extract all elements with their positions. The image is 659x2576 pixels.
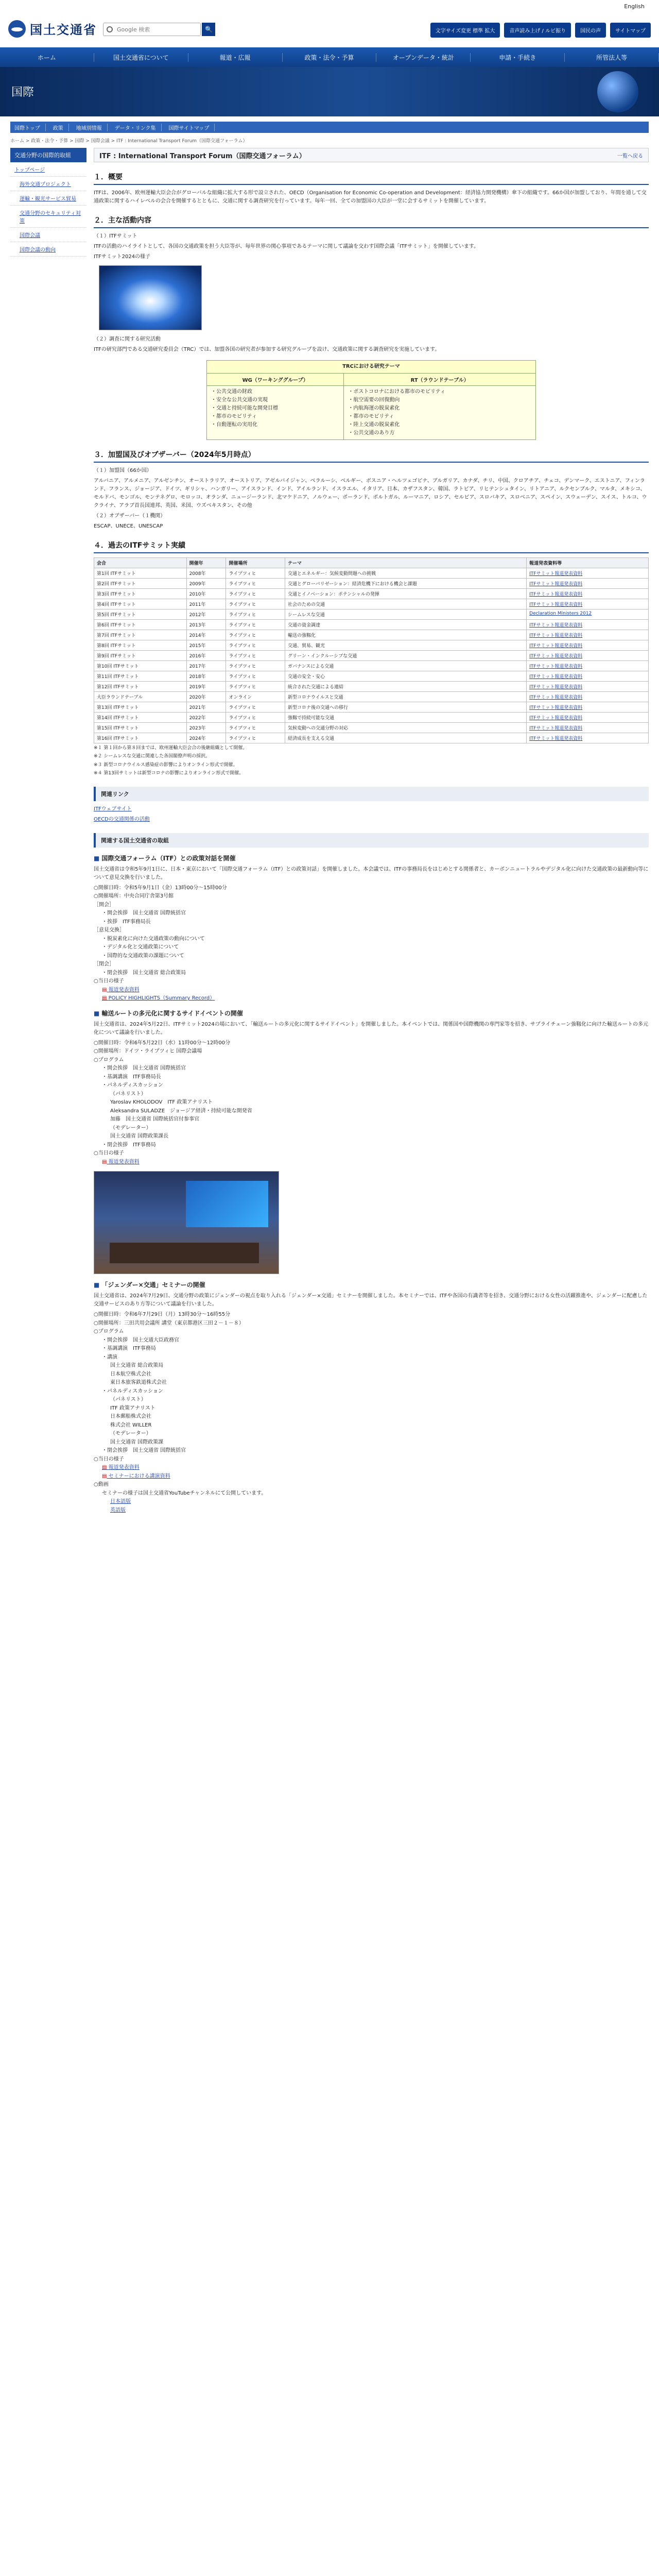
side-event-photo [94,1171,279,1274]
sidebar-item[interactable]: 交通分野のセキュリティ対策 [10,206,86,228]
program-line: 加藤 国土交通省 国際統括官付参事官 [110,1116,200,1123]
summit-doc-link[interactable]: Declaration Ministers 2012 [527,609,649,620]
wg-header: WG（ワーキンググループ） [207,374,344,386]
table-cell: 輸送の強靱化 [285,630,527,640]
hero-banner [0,67,659,116]
table-cell: 交通とイノベーション：ポテンシャルの発揮 [285,589,527,599]
program-line: ○プログラム [94,1057,124,1063]
table-cell: ライプツィヒ [226,630,285,640]
table-cell: ライプツィヒ [226,640,285,651]
table-cell: オンライン [226,692,285,702]
video-link-en[interactable]: 英語版 [110,1507,126,1513]
public-voice-button[interactable]: 国民の声 [575,23,606,38]
news-details [94,1039,649,1166]
table-cell: 第11回 ITFサミット [94,671,187,682]
program-line: （パネリスト） [110,1397,146,1403]
table-cell: 第8回 ITFサミット [94,640,187,651]
table-cell: ライプツィヒ [226,702,285,713]
news-details [94,884,649,1003]
program-line: 株式会社 WILLER [110,1422,152,1428]
table-cell: ライプツィヒ [226,661,285,671]
table-cell: 2010年 [186,589,226,599]
summit-doc-link[interactable]: ITFサミット報道発表資料 [527,661,649,671]
table-cell: 交通とグローバリゼーション：経済危機下における機会と課題 [285,579,527,589]
sidebar [10,148,86,1515]
program-line: ・開会挨拶 国土交通省 国際統括官 [102,910,186,917]
table-cell: 2023年 [186,723,226,733]
table-cell: ライプツィヒ [226,671,285,682]
photo-caption: ITFサミット2024の様子 [94,254,151,260]
table-cell: 大臣ラウンドテーブル [94,692,187,702]
video-text: セミナーの様子は国土交通省YouTubeチャンネルにて公開しています。 [102,1490,267,1496]
note: ※１ 第１回から第８回までは、欧州運輸大臣会合の後継組織として開催。 [94,745,248,751]
table-cell: 第13回 ITFサミット [94,702,187,713]
program-line: ［意見交換］ [94,927,125,934]
subnav-item[interactable]: データ・リンク集 [115,124,162,131]
col-header: 開催年 [186,558,226,568]
news-date: ○開催日時：令和6年7月29日（月）13時30分～16時55分 [94,1312,231,1318]
sidebar-item[interactable]: トップページ [10,162,86,177]
subnav-item[interactable]: 国際サイトマップ [169,124,215,131]
summit-doc-link[interactable]: ITFサミット報道発表資料 [527,682,649,692]
lecture-material-link[interactable]: ▤ セミナーにおける講演資料 [102,1473,170,1479]
program-line: ・国際的な交通政策の課題について [102,953,184,959]
table-cell: 交通の安全・安心 [285,671,527,682]
table-cell: ライプツィヒ [226,609,285,620]
col-header: テーマ [285,558,527,568]
table-cell: 新型コロナウイルスと交通 [285,692,527,702]
program-line: ・閉会挨拶 国土交通省 総合政策局 [102,970,186,976]
news-title: ■ 「ジェンダー×交通」セミナーの開催 [94,1280,649,1289]
press-release-link[interactable]: ▤ 報道発表資料 [102,1159,140,1165]
site-logo[interactable] [8,20,97,38]
table-row [94,702,649,713]
sidebar-item[interactable]: 海外交通プロジェクト [10,177,86,191]
table-cell: 2022年 [186,713,226,723]
table-cell: ライプツィヒ [226,589,285,599]
table-row [94,682,649,692]
table-row [94,620,649,630]
summit-subheading: （１）ITFサミット [94,233,137,239]
research-theme-table [206,360,536,440]
table-cell: 2017年 [186,661,226,671]
table-cell: ガバナンスによる交通 [285,661,527,671]
program-line: ITF 政策アナリスト [110,1405,155,1411]
col-header: 会合 [94,558,187,568]
text-size-button[interactable]: 文字サイズ変更 標準 拡大 [430,23,500,38]
summit-photo [99,265,202,330]
table-cell: 2014年 [186,630,226,640]
rt-header: RT（ラウンドテーブル） [344,374,536,386]
table-row [94,640,649,651]
news-links-head: ○当日の様子 [94,1456,124,1462]
table-cell: 2013年 [186,620,226,630]
table-row [94,692,649,702]
table-cell: 交通の資金調達 [285,620,527,630]
summit-doc-link[interactable]: ITFサミット報道発表資料 [527,692,649,702]
sidebar-item[interactable]: 運輸・観光サービス貿易 [10,191,86,206]
search-input[interactable] [116,26,197,33]
breadcrumb[interactable]: ホーム > 政策・法令・予算 > 国際 > 国際会議 > ITF : International Transport Forum（国際交通フォーラム） [10,139,248,144]
research-text: ITFの研究部門である交通研究委員会（TRC）では、加盟各国の研究者が参加する研究グループを設け、交通政策に関する調査研究を実施しています。 [94,347,440,352]
table-cell: ライプツィヒ [226,579,285,589]
news-place: ○開催場所：中央合同庁舎第3号館 [94,893,174,900]
news-date: ○開催日時：令和6年5月22日（水）11時00分～12時00分 [94,1040,231,1046]
summit-doc-link[interactable]: ITFサミット報道発表資料 [527,640,649,651]
summit-doc-link[interactable]: ITFサミット報道発表資料 [527,713,649,723]
program-line: ○プログラム [94,1329,124,1335]
related-link[interactable]: ITFウェブサイト [94,806,132,812]
overview-text: ITFは、2006年、欧州運輸大臣会合がグローバルな組織に拡大する形で設立された、OECD（Organisation for Economic Co-operation and Development：経済協力開発機構）傘下の組織です。66か国が加盟しており、年間を通して交通政策に関するハイレベルの会合を開催するとともに、交通に関する調査研究を行っています。毎年一回、全ての加盟国の大臣が一堂に会するサミットを開催しています。 [94,190,647,204]
search-box [103,23,201,36]
subnav-item[interactable]: 国際トップ [14,124,46,131]
summit-table [94,557,649,743]
summit-doc-link[interactable]: ITFサミット報道発表資料 [527,579,649,589]
wg-items: ・公共交通の財政 ・安全な公共交通の実現 ・交通と持続可能な開発目標 ・都市のモビリティ ・自動運転の実用化 [207,386,344,440]
table-row [94,723,649,733]
subnav-item[interactable]: 政策 [53,124,69,131]
program-line: ・パネルディスカッション [102,1082,163,1089]
gnav-about[interactable]: 国土交通省について [94,53,188,62]
news-details [94,1311,649,1514]
subnav-item[interactable]: 地域別情報 [76,124,108,131]
program-line: ・開会挨拶 国土交通省 国際統括官 [102,1065,186,1072]
summit-doc-link[interactable]: ITFサミット報道発表資料 [527,723,649,733]
table-cell: 第1回 ITFサミット [94,568,187,579]
site-header [0,13,659,47]
video-link-ja[interactable]: 日本語版 [110,1499,131,1505]
news-date: ○開催日時：令和5年9月1日（金）13時00分～15時00分 [94,885,227,891]
table-cell: 第9回 ITFサミット [94,651,187,661]
gnav-corporations[interactable]: 所管法人等 [565,53,659,62]
page-title: ITF : International Transport Forum（国際交通フォーラム） [99,152,306,160]
mlit-logo-icon [8,20,26,38]
program-line: ・脱炭素化に向けた交通政策の動向について [102,936,205,942]
note: ※４ 第13回サミットは新型コロナの影響によりオンライン形式で開催。 [94,771,244,776]
utility-bar [0,0,659,13]
program-line: 日本郵船株式会社 [110,1414,151,1420]
table-cell: 第4回 ITFサミット [94,599,187,609]
table-cell: ライプツィヒ [226,682,285,692]
table-cell: ライプツィヒ [226,733,285,743]
program-line: （モデレーター） [110,1125,151,1131]
program-line: ・基調講演 ITF事務局 [102,1346,156,1352]
rt-items: ・ポストコロナにおける都市のモビリティ ・航空需要の回復動向 ・内航海運の脱炭素化 ・都市のモビリティ ・陸上交通の脱炭素化 ・公共交通のあり方 [344,386,536,440]
program-line: ［開会］ [94,902,114,908]
table-cell: 統合された交通による連結 [285,682,527,692]
table-cell: 2024年 [186,733,226,743]
summary-link[interactable]: ▤ POLICY HIGHLIGHTS（Summary Record） [102,995,215,1001]
activities-heading: ２．主な活動内容 [94,215,649,228]
members-list: アルバニア、アルメニア、アルゼンチン、オーストラリア、オーストリア、アゼルバイジャン、ベラルーシ、ベルギー、ボスニア・ヘルツェゴビナ、ブルガリア、カナダ、チリ、中国、クロアチア、チェコ、デンマーク、エストニア、フィンランド、フランス、ジョージア、ドイツ、ギリシャ、ハンガリー、アイスランド、インド、アイルランド、イスラエル、イタリア、日本、カザフスタン、韓国、ラトビア、リヒテンシュタイン、リトアニア、ルクセンブルク、マルタ、メキシコ、モルドバ、モンゴル、モンテネグロ、モロッコ、オランダ、ニュージーランド、北マケドニア、ノルウェー、ポーランド、ポルトガル、ルーマニア、ロシア、セルビア、スロバキア、スロベニア、スペイン、スウェーデン、スイス、トルコ、ウクライナ、アラブ首長国連邦、英国、米国、ウズベキスタン、その他 [94,478,647,509]
news-title: ■ 国際交通フォーラム（ITF）との政策対話を開催 [94,854,649,862]
program-line: 国土交通省 国際政策課 [110,1439,164,1445]
table-cell: 第12回 ITFサミット [94,682,187,692]
program-line: ・閉会挨拶 国土交通省 国際統括官 [102,1448,186,1454]
related-activities-heading: 関連する国土交通省の取組 [94,833,649,848]
summit-text: ITFの活動のハイライトとして、各国の交通政策を担う大臣等が、毎年世界の関心事項であるテーマに関して議論を交わす国際会議「ITFサミット」を開催しています。 [94,244,479,249]
news-program [94,1328,649,1455]
sitemap-button[interactable]: サイトマップ [610,23,651,38]
content-layout [10,148,649,1515]
table-row [94,661,649,671]
globe-icon [597,71,638,112]
table-cell: 2015年 [186,640,226,651]
news-links-head: ○当日の様子 [94,1150,124,1157]
table-cell: ライプツィヒ [226,723,285,733]
program-line: ・開会挨拶 国土交通大臣政務官 [102,1337,179,1343]
summit-table-body [94,568,649,743]
page-title-bar [94,148,649,162]
search-button[interactable]: 🔍 [202,23,215,36]
read-aloud-button[interactable]: 音声読み上げ / ルビ振り [504,23,571,38]
table-cell: 交通とエネルギー：気候変動問題への挑戦 [285,568,527,579]
table-cell: 2008年 [186,568,226,579]
gnav-home[interactable]: ホーム [0,53,94,62]
research-table-caption: TRCにおける研究テーマ [207,361,536,374]
program-line: ・デジタル化と交通政策について [102,944,179,951]
table-cell: 強靱で持続可能な交通 [285,713,527,723]
panel-table [110,1243,259,1263]
observers-label: （２）オブザーバー（１機関） [94,513,166,519]
sidebar-item[interactable]: 国際会議 [10,228,86,242]
table-cell: 第2回 ITFサミット [94,579,187,589]
observers-list: ESCAP、UNECE、UNESCAP [94,523,163,529]
site-name: 国土交通省 [30,22,97,37]
table-cell: 新型コロナ後の交通への移行 [285,702,527,713]
global-nav [0,47,659,67]
summits-heading: ４．過去のITFサミット実績 [94,540,649,553]
table-cell: 2016年 [186,651,226,661]
table-cell: ライプツィヒ [226,568,285,579]
table-cell: 2020年 [186,692,226,702]
overview-heading: １．概要 [94,172,649,185]
table-row [94,589,649,599]
table-row [94,713,649,723]
table-row [94,733,649,743]
program-line: （モデレーター） [110,1431,151,1437]
table-cell: 経済成長を支える交通 [285,733,527,743]
note: ※３ 新型コロナウイルス感染症の影響によりオンライン形式で開催。 [94,762,238,768]
table-cell: 2011年 [186,599,226,609]
table-cell: シームレスな交通 [285,609,527,620]
table-cell: 社会のための交通 [285,599,527,609]
table-cell: 2012年 [186,609,226,620]
news-program [94,1056,649,1149]
program-line: Yaroslav KHOLODOV ITF 政策アナリスト [110,1099,213,1106]
section-title: 国際 [11,86,34,99]
table-cell: 第5回 ITFサミット [94,609,187,620]
sidebar-item[interactable]: 国際会議の動向 [10,242,86,257]
program-line: 国土交通省 総合政策局 [110,1363,164,1369]
press-release-link[interactable]: ▤ 報道発表資料 [102,987,140,993]
gnav-opendata[interactable]: オープンデータ・統計 [376,53,471,62]
table-cell: 2021年 [186,702,226,713]
members-heading: ３．加盟国及びオブザーバー（2024年5月時点） [94,449,649,463]
presentation-screen [186,1181,268,1227]
related-link[interactable]: OECDの交通関係の活動 [94,816,150,822]
summit-doc-link[interactable]: ITFサミット報道発表資料 [527,620,649,630]
summit-doc-link[interactable]: ITFサミット報道発表資料 [527,651,649,661]
table-row [94,568,649,579]
news-place: ○開催場所：三田共用会議所 講堂（東京都港区三田２－１－８） [94,1320,244,1326]
program-line: 国土交通省 国際政策課長 [110,1133,169,1140]
members-label: （１）加盟国（66か国） [94,468,152,473]
table-cell: グリーン・インクルーシブな交通 [285,651,527,661]
col-header: 開催場所 [226,558,285,568]
table-row [94,671,649,682]
table-cell: 交通、貿易、観光 [285,640,527,651]
table-row [94,599,649,609]
section-subnav [10,122,649,133]
table-cell: 第6回 ITFサミット [94,620,187,630]
table-cell: ライプツィヒ [226,713,285,723]
table-cell: 第16回 ITFサミット [94,733,187,743]
research-subheading: （２）調査に関する研究活動 [94,336,161,342]
table-row [94,651,649,661]
program-line: 東日本旅客鉄道株式会社 [110,1380,167,1386]
main-content [94,148,649,1515]
table-cell: 第3回 ITFサミット [94,589,187,599]
summit-doc-link[interactable]: ITFサミット報道発表資料 [527,599,649,609]
summit-doc-link[interactable]: ITFサミット報道発表資料 [527,671,649,682]
news-program [94,901,649,977]
table-cell: 2009年 [186,579,226,589]
summit-doc-link[interactable]: ITFサミット報道発表資料 [527,733,649,743]
sidebar-head: 交通分野の国際的取組 [10,148,86,162]
table-row [94,609,649,620]
summit-doc-link[interactable]: ITFサミット報道発表資料 [527,568,649,579]
header-buttons [430,23,651,38]
table-cell: ライプツィヒ [226,651,285,661]
program-line: ・基調講演 ITF事務局長 [102,1074,161,1080]
table-row [94,630,649,640]
news-title: ■ 輸送ルートの多元化に関するサイドイベントの開催 [94,1009,649,1018]
program-line: ・講演 [102,1354,117,1360]
program-line: ・パネルディスカッション [102,1388,163,1394]
news-text: 国土交通省は令和5年9月1日に、日本・東京において「国際交通フォーラム（ITF）との政策対話」を開催しました。本会議では、ITFの事務局長をはじめとする関係者と、カーボンニュートラルやデジタル化に向けた交通政策の最新動向等について意見交換を行いました。 [94,866,649,880]
related-links-heading: 関連リンク [94,787,649,801]
program-line: Aleksandra SULADZE ジョージア経済・持続可能な開発省 [110,1108,252,1114]
table-cell: 第7回 ITFサミット [94,630,187,640]
news-text: 国土交通省は、2024年5月22日、ITFサミット2024の場において、「輸送ルートの多元化に関するサイドイベント」を開催しました。本イベントでは、関係国や国際機関の専門家等を招き、サプライチェーン強靱化に向けた輸送ルートの多元化について議論を行いました。 [94,1021,648,1036]
table-cell: ライプツィヒ [226,599,285,609]
back-link[interactable]: 一覧へ戻る [617,153,643,159]
table-cell: 第10回 ITFサミット [94,661,187,671]
summit-notes [94,744,649,777]
news-text: 国土交通省は、2024年7月29日、交通分野の政策にジェンダーの視点を取り入れる「ジェンダー×交通」セミナーを開催しました。本セミナーでは、ITFや各国の有識者等を招き、交通分野における女性の活躍推進や、ジェンダーに配慮した交通サービスのあり方等について議論を行いました。 [94,1293,648,1308]
search-icon [107,26,113,32]
table-cell: ライプツィヒ [226,620,285,630]
note: ※２ シームレスな交通に関連した各国閣僚声明の採択。 [94,754,211,759]
program-line: 日本航空株式会社 [110,1371,151,1377]
summit-doc-link[interactable]: ITFサミット報道発表資料 [527,589,649,599]
news-place: ○開催場所：ドイツ・ライプツィヒ 国際会議場 [94,1048,202,1055]
table-row [94,579,649,589]
language-switch[interactable]: English [624,3,645,10]
video-head: ○動画 [94,1482,109,1488]
table-cell: 2019年 [186,682,226,692]
table-cell: 気候変動への交通分野の対応 [285,723,527,733]
program-line: ・閉会挨拶 ITF事務局 [102,1142,156,1148]
program-line: ・挨拶 ITF事務局長 [102,919,151,925]
summit-doc-link[interactable]: ITFサミット報道発表資料 [527,702,649,713]
table-cell: 第15回 ITFサミット [94,723,187,733]
gnav-policy[interactable]: 政策・法令・予算 [283,53,377,62]
program-line: （パネリスト） [110,1091,146,1097]
summit-doc-link[interactable]: ITFサミット報道発表資料 [527,630,649,640]
news-links-head: ○当日の様子 [94,978,124,985]
table-cell: 第14回 ITFサミット [94,713,187,723]
table-cell: 2018年 [186,671,226,682]
col-header: 報道発表資料等 [527,558,649,568]
program-line: ［閉会］ [94,961,114,968]
gnav-press[interactable]: 報道・広報 [188,53,283,62]
gnav-applications[interactable]: 申請・手続き [471,53,565,62]
press-release-link[interactable]: ▤ 報道発表資料 [102,1465,140,1470]
